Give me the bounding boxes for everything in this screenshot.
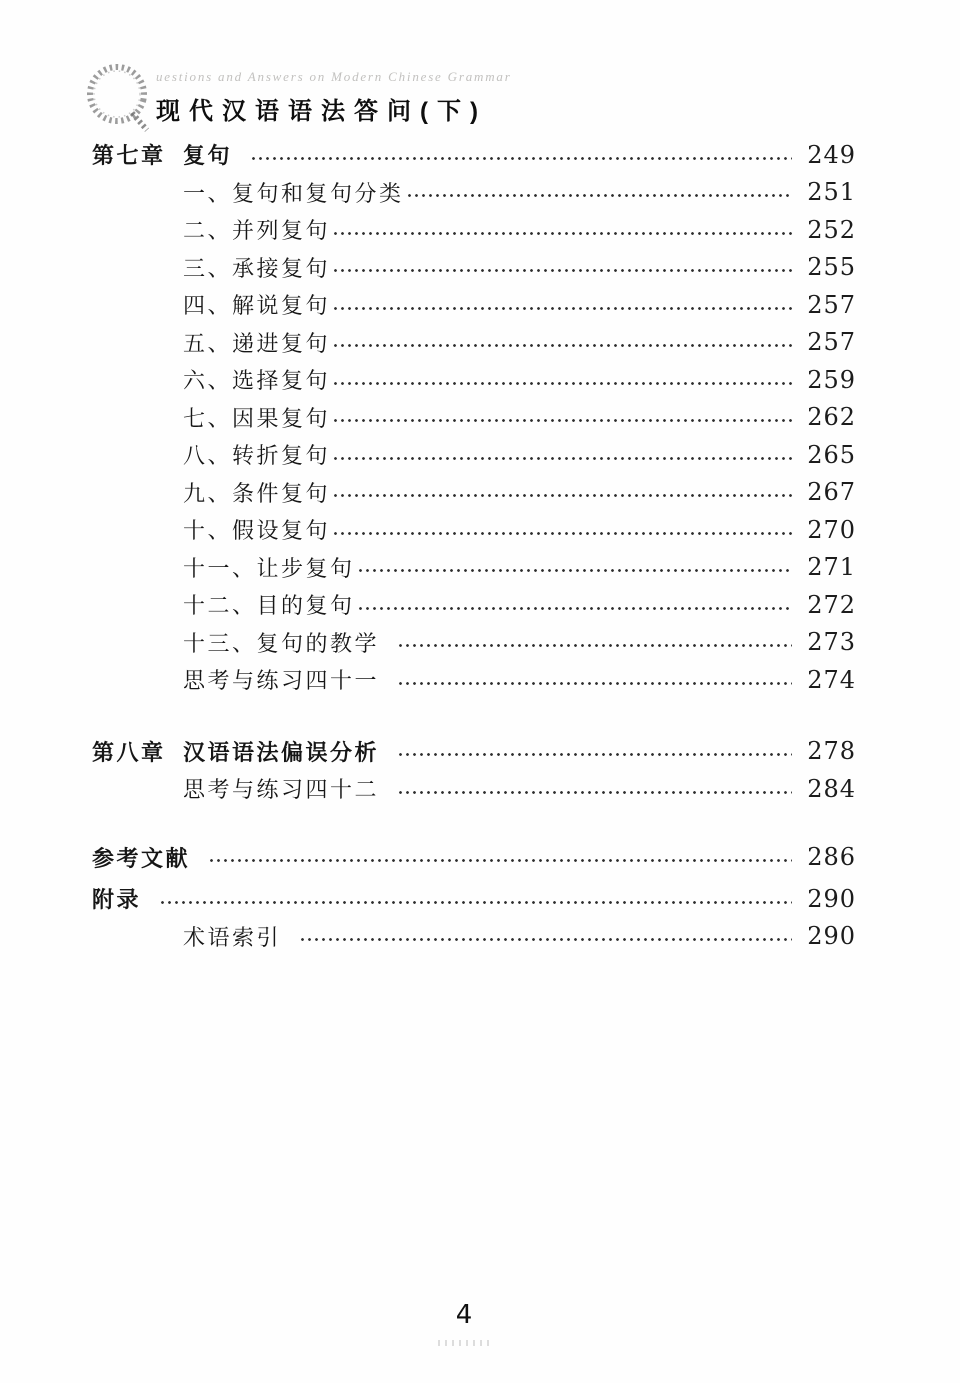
footer-smudge [438,1340,492,1346]
toc-entry [92,549,856,587]
dot-leader [248,136,792,174]
toc-entry [92,624,856,662]
toc-entry-exercises-42 [92,770,856,808]
entry-title: 十、假设复句 [183,518,331,544]
entry-title: 四、解说复句 [183,293,331,319]
chapter-title: 汉语语法偏误分析 [183,739,380,765]
dot-leader [330,211,792,249]
dot-leader [395,624,792,662]
dot-leader [330,249,792,287]
entry-page-number: 255 [807,253,856,282]
entry-page-number: 262 [807,403,856,432]
entry-title: 七、因果复句 [183,405,331,431]
entry-page-number: 252 [807,215,856,244]
toc-entry [92,249,856,287]
dot-leader [330,361,792,399]
entry-page-number: 290 [807,884,856,913]
entry-title: 附录 [92,887,142,913]
entry-page-number: 265 [807,440,856,469]
entry-title: 九、条件复句 [183,480,331,506]
entry-page-number: 271 [807,553,856,582]
dot-leader [157,880,792,918]
entry-page-number: 273 [807,628,856,657]
entry-title: 六、选择复句 [183,368,331,394]
toc-entry [92,586,856,624]
dot-leader [330,399,792,437]
dot-leader [330,474,792,512]
entry-page-number: 284 [807,774,856,803]
toc-entry [92,399,856,437]
chapter-number: 第七章 [92,143,166,169]
entry-title: 十一、让步复句 [183,555,355,581]
toc-entry-exercises-41 [92,661,856,699]
entry-title: 十三、复句的教学 [183,630,380,656]
entry-page-number: 259 [807,365,856,394]
toc-entry [92,474,856,512]
table-of-contents [92,136,856,955]
entry-title: 二、并列复句 [183,218,331,244]
dot-leader [330,511,792,549]
dot-leader [330,436,792,474]
entry-page-number: 257 [807,290,856,319]
chapter-number: 第八章 [92,739,166,765]
entry-title: 思考与练习四十二 [183,777,380,803]
book-title: 现代汉语语法答问(下) [156,98,487,125]
entry-title: 参考文献 [92,845,191,871]
toc-entry-term-index [92,918,856,956]
entry-page-number: 267 [807,478,856,507]
page-header [86,56,512,140]
entry-page-number: 286 [807,843,856,872]
toc-entry [92,511,856,549]
dot-leader [206,839,792,877]
toc-entry-chapter-8 [92,733,856,771]
dot-leader [330,286,792,324]
dot-leader [355,586,792,624]
toc-entry [92,286,856,324]
entry-page-number: 272 [807,590,856,619]
entry-page-number: 290 [807,922,856,951]
dot-leader [330,324,792,362]
dot-leader [355,549,792,587]
dot-leader [395,770,792,808]
entry-title: 十二、目的复句 [183,593,355,619]
q-wreath-logo-icon [86,56,154,140]
entry-page-number: 257 [807,328,856,357]
entry-title: 八、转折复句 [183,443,331,469]
header-titles [156,56,512,126]
entry-page-number: 274 [807,665,856,694]
toc-entry [92,211,856,249]
toc-entry-references [92,839,856,877]
entry-title: 五、递进复句 [183,330,331,356]
dot-leader [395,733,792,771]
dot-leader [395,661,792,699]
entry-title: 术语索引 [183,924,282,950]
toc-entry [92,324,856,362]
toc-entry [92,436,856,474]
entry-title: 一、复句和复句分类 [183,180,404,206]
entry-page-number: 278 [807,737,856,766]
dot-leader [404,174,792,212]
chapter-title: 复句 [183,143,233,169]
folio-page-number: 4 [455,1300,473,1330]
toc-entry [92,361,856,399]
toc-entry [92,174,856,212]
series-title-english: uestions and Answers on Modern Chinese Grammar [156,69,512,84]
entry-title: 思考与练习四十一 [183,668,380,694]
toc-entry-appendix [92,880,856,918]
entry-page-number: 251 [807,178,856,207]
toc-entry-chapter-7 [92,136,856,174]
entry-page-number: 249 [807,140,856,169]
entry-page-number: 270 [807,515,856,544]
dot-leader [297,918,792,956]
entry-title: 三、承接复句 [183,255,331,281]
